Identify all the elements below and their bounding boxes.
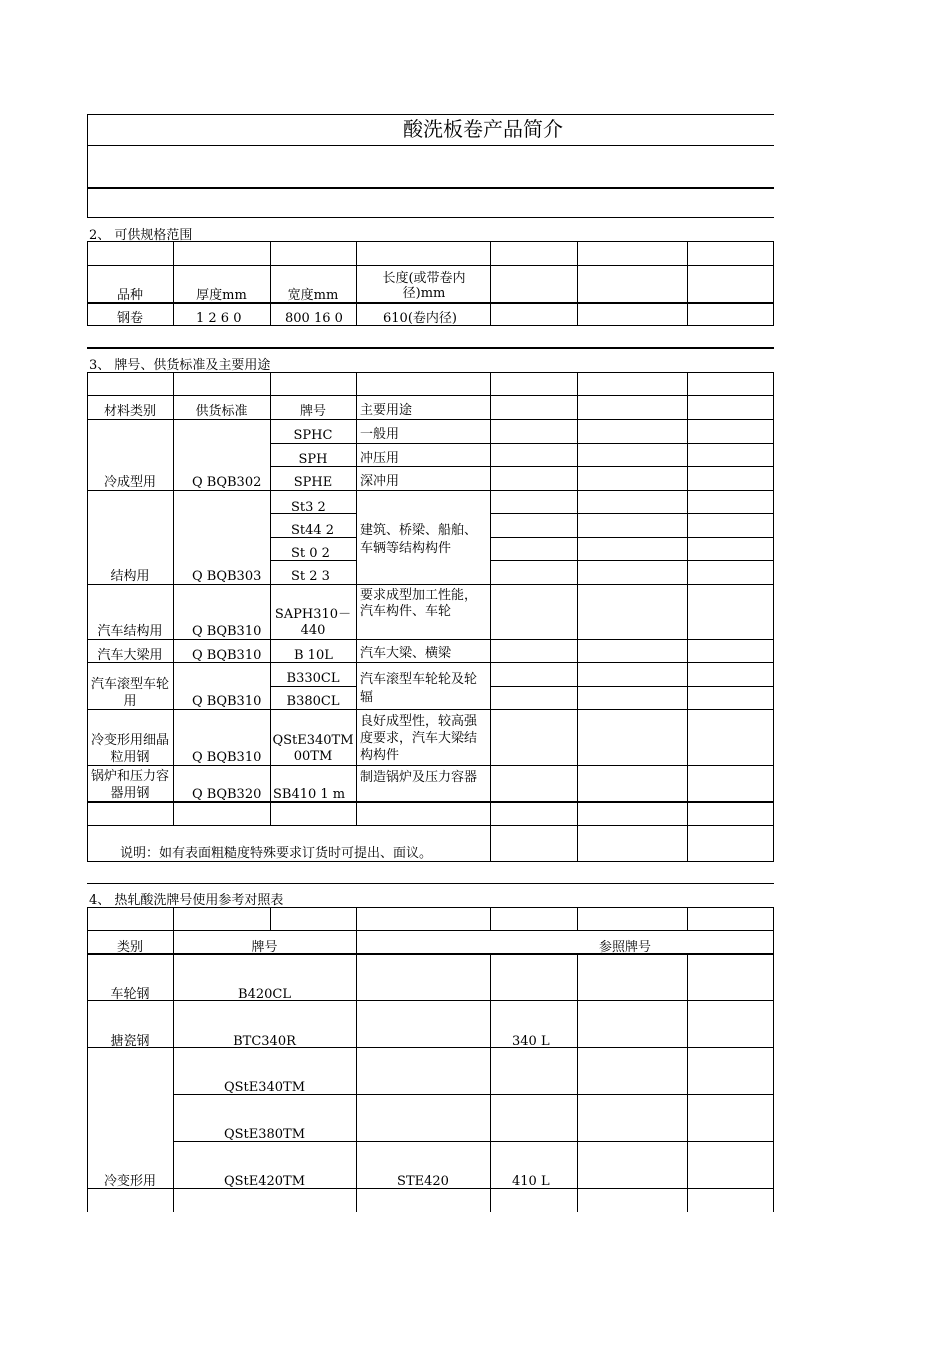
grid-line xyxy=(87,217,774,218)
usage-cell: 汽车大梁、横梁 xyxy=(360,646,452,661)
grade-cell: SAPH310－440 xyxy=(274,607,352,638)
grid-line xyxy=(87,395,774,396)
grid-line xyxy=(490,560,774,561)
grid-line xyxy=(87,765,774,766)
grid-line xyxy=(773,372,774,862)
grid-line xyxy=(577,953,578,1212)
reference-cell: STE420 xyxy=(397,1174,449,1189)
cell-variety: 钢卷 xyxy=(116,311,143,326)
usage-cell: 要求成型加工性能，汽车构件、车轮 xyxy=(360,588,478,619)
category-cell: 汽车大梁用 xyxy=(97,648,163,663)
header-grade: 牌号 xyxy=(251,940,278,955)
usage-cell: 冲压用 xyxy=(360,451,400,466)
grade-cell: SPHE xyxy=(293,475,333,490)
grid-line xyxy=(87,114,774,115)
standard-cell: Q BQB320 xyxy=(192,787,262,802)
header-standard: 供货标准 xyxy=(195,404,248,419)
grade-cell: B 10L xyxy=(294,648,333,663)
category-cell: 搪瓷钢 xyxy=(110,1034,150,1049)
grid-line xyxy=(87,801,774,803)
section4-heading: 4、 热轧酸洗牌号使用参考对照表 xyxy=(89,893,284,908)
grid-line xyxy=(270,443,774,444)
header-width: 宽度mm xyxy=(287,288,339,303)
grade-cell: SB410 1 m xyxy=(273,787,346,802)
grid-line xyxy=(87,825,774,826)
header-reference: 参照牌号 xyxy=(598,940,651,955)
grid-line xyxy=(87,584,774,585)
header-thickness: 厚度mm xyxy=(196,288,247,303)
grid-line xyxy=(87,490,774,491)
grid-line xyxy=(173,241,174,326)
grid-line xyxy=(490,513,774,514)
grid-line xyxy=(87,930,774,931)
grid-line xyxy=(577,907,578,931)
grid-line xyxy=(270,241,271,326)
grid-line xyxy=(490,537,774,538)
section2-heading: 2、 可供规格范围 xyxy=(89,228,193,243)
category-cell: 冷变形用 xyxy=(103,1174,156,1189)
grade-cell: B380CL xyxy=(286,694,340,709)
grid-line xyxy=(773,907,774,1212)
grade-cell: QStE380TM xyxy=(223,1127,306,1142)
grade-cell: B330CL xyxy=(286,671,340,686)
grid-line xyxy=(687,241,688,326)
grid-line xyxy=(87,114,88,218)
grid-line xyxy=(490,953,491,1212)
usage-cell: 良好成型性，较高强度要求，汽车大梁结构构件 xyxy=(360,714,478,763)
grade-cell: BTC340R xyxy=(233,1034,296,1049)
category-cell: 车轮钢 xyxy=(110,987,150,1002)
category-cell: 结构用 xyxy=(110,569,150,584)
usage-cell: 深冲用 xyxy=(360,474,400,489)
grade-cell: SPHC xyxy=(293,428,333,443)
grid-line xyxy=(577,372,578,862)
cell-length: 610(卷内径) xyxy=(383,311,457,326)
grid-line xyxy=(87,419,774,420)
section3-heading: 3、 牌号、供货标准及主要用途 xyxy=(89,358,271,373)
standard-cell: Q BQB310 xyxy=(192,750,262,765)
grid-line xyxy=(356,907,357,1212)
grid-line xyxy=(490,686,774,687)
grid-line xyxy=(87,883,774,884)
grid-line xyxy=(87,347,774,349)
usage-cell: 汽车滚型车轮轮及轮辐 xyxy=(360,672,478,705)
cell-thickness: 1 2 6 0 xyxy=(196,311,242,326)
category-cell: 冷变形用细晶粒用钢 xyxy=(90,733,169,765)
grade-cell: SPH xyxy=(298,452,328,467)
grid-line xyxy=(490,241,491,326)
category-cell: 汽车滚型车轮用 xyxy=(90,677,169,709)
grade-cell: St 0 2 xyxy=(291,546,330,561)
header-usage: 主要用途 xyxy=(360,403,413,418)
grid-line xyxy=(270,907,271,931)
cell-width: 800 16 0 xyxy=(285,311,343,326)
grid-line xyxy=(87,861,774,862)
grid-line xyxy=(577,241,578,326)
usage-cell: 制造锅炉及压力容器 xyxy=(360,770,478,785)
grid-line xyxy=(87,187,774,189)
grid-line xyxy=(490,907,491,931)
standard-cell: Q BQB310 xyxy=(192,624,262,639)
usage-cell: 建筑、桥梁、船舶、车辆等结构构件 xyxy=(360,523,478,556)
grid-line xyxy=(87,241,774,242)
category-cell: 冷成型用 xyxy=(103,475,156,490)
grid-line xyxy=(87,662,774,663)
standard-cell: Q BQB302 xyxy=(192,475,262,490)
grade-cell: St44 2 xyxy=(291,523,335,538)
grid-line xyxy=(270,686,356,687)
grid-line xyxy=(87,907,774,908)
grid-line xyxy=(173,372,174,826)
category-cell: 汽车结构用 xyxy=(97,624,163,639)
header-grade: 牌号 xyxy=(299,404,326,419)
section3-note: 说明：如有表面粗糙度特殊要求订货时可提出、面议。 xyxy=(120,846,433,861)
grid-line xyxy=(87,639,774,640)
header-length: 长度(或带卷内径)mm xyxy=(382,271,466,301)
usage-cell: 一般用 xyxy=(360,427,400,442)
grid-line xyxy=(773,241,774,326)
grade-cell: St 2 3 xyxy=(291,569,330,584)
grid-line xyxy=(687,907,688,931)
grid-line xyxy=(356,241,357,326)
category-cell: 锅炉和压力容器用钢 xyxy=(90,769,169,801)
reference-cell: 410 L xyxy=(512,1174,550,1189)
grade-cell: QStE340TM 00TM xyxy=(272,733,354,764)
header-category: 类别 xyxy=(116,940,143,955)
grid-line xyxy=(356,372,357,826)
header-category: 材料类别 xyxy=(103,404,156,419)
grade-cell: B420CL xyxy=(238,987,291,1002)
standard-cell: Q BQB310 xyxy=(192,648,262,663)
grid-line xyxy=(687,372,688,862)
grid-line xyxy=(87,145,774,146)
grid-line xyxy=(87,372,88,862)
standard-cell: Q BQB303 xyxy=(192,569,262,584)
grid-line xyxy=(687,953,688,1212)
standard-cell: Q BQB310 xyxy=(192,694,262,709)
page-title: 酸洗板卷产品简介 xyxy=(403,117,563,141)
grid-line xyxy=(490,372,491,862)
grid-line xyxy=(87,372,774,373)
header-variety: 品种 xyxy=(116,288,143,303)
grade-cell: St3 2 xyxy=(291,500,326,515)
grid-line xyxy=(87,265,774,266)
grade-cell: QStE420TM xyxy=(223,1174,306,1189)
grid-line xyxy=(87,709,774,710)
grade-cell: QStE340TM xyxy=(223,1080,306,1095)
reference-cell: 340 L xyxy=(512,1034,550,1049)
